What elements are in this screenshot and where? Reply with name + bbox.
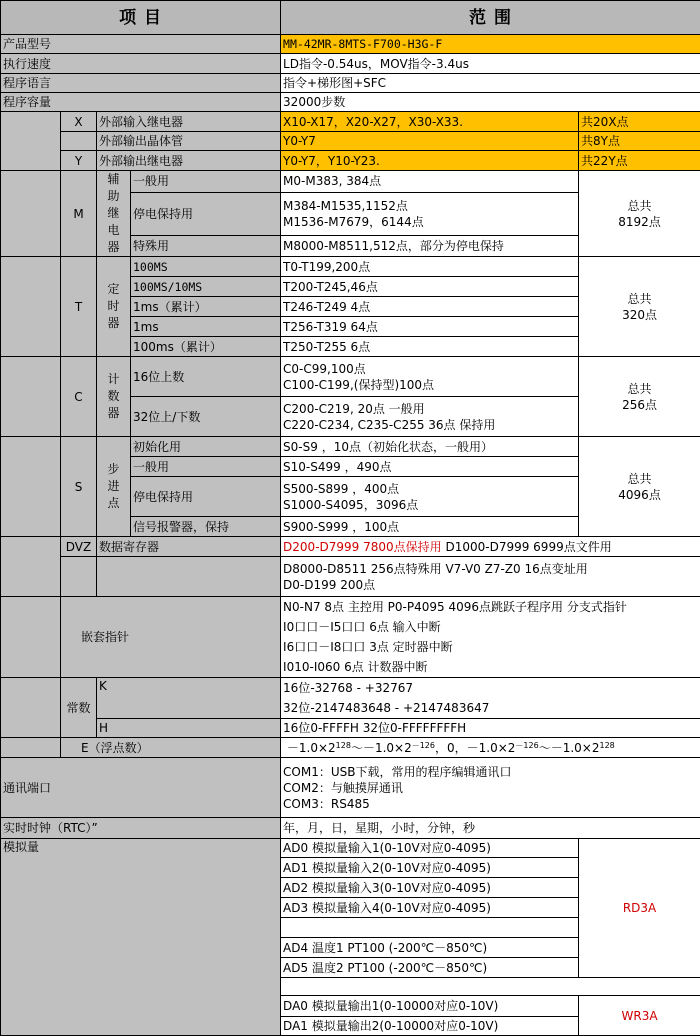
s-group-cell: [1, 437, 61, 537]
c-code: C: [61, 357, 97, 437]
s-alarm-range: S900-S999 ，100点: [281, 517, 579, 537]
t-100ms-name: 100MS: [131, 257, 281, 277]
analog-da0: DA0 模拟量输出1(0-10000对应0-10V): [281, 996, 579, 1017]
d-line1-retentive: D200-D7999 7800点保持用: [283, 539, 442, 554]
capacity-label: 程序容量: [1, 93, 281, 112]
io-y-range: Y0-Y7，Y10-Y23.: [281, 151, 579, 171]
d-name: 数据寄存器: [97, 537, 281, 557]
speed-label: 执行速度: [1, 54, 281, 74]
comm-label: 通讯端口: [1, 758, 281, 818]
s-group-label: 步 进 点: [97, 437, 131, 537]
m-special-range: M8000-M8511,512点，部分为停电保持: [281, 235, 579, 257]
comm-lines: COM1：USB下载，常用的程序编辑通讯口 COM2：与触摸屏通讯 COM3：RS485: [281, 758, 700, 818]
const-e-group-cell: [1, 738, 61, 758]
io-group-cell: [1, 112, 61, 171]
c-16bit-name: 16位上数: [131, 357, 281, 397]
t-1ms-acc-range: T246-T249 4点: [281, 297, 579, 317]
analog-ad1: AD1 模拟量输入2(0-10V对应0-4095): [281, 858, 579, 878]
m-retentive-range: M384-M1535,1152点 M1536-M7679，6144点: [281, 192, 579, 235]
io-x-name: 外部输入继电器: [97, 112, 281, 132]
const-e-range: $-1.0\times 2^{128}\sim-1.0\times 2^{-126}$，0，$-1.0\times 2^{-126}\sim-1.0\times 2^{128}$: [281, 738, 700, 758]
header-range: 范 围: [281, 1, 700, 35]
analog-ad0: AD0 模拟量输入1(0-10V对应0-4095): [281, 839, 579, 858]
language-label: 程序语言: [1, 74, 281, 93]
analog-spacer: [281, 978, 700, 996]
const-h-code: H: [97, 719, 281, 738]
t-total: 总共 320点: [579, 257, 700, 357]
const-e-label: E（浮点数）: [61, 738, 281, 758]
analog-label: 模拟量: [1, 839, 281, 1036]
rtc-label: 实时时钟（RTC）”: [1, 818, 281, 839]
io-t-code: [61, 132, 97, 151]
c-32bit-range: C200-C219, 20点 一般用 C220-C234, C235-C255 36点 保持用: [281, 397, 579, 437]
s-retentive-range: S500-S899 ，400点 S1000-S4095，3096点: [281, 477, 579, 517]
t-1ms-range: T256-T319 64点: [281, 317, 579, 337]
analog-ad2: AD2 模拟量输入3(0-10V对应0-4095): [281, 878, 579, 898]
t-group-label: 定 时 器: [97, 257, 131, 357]
io-t-range: Y0-Y7: [281, 132, 579, 151]
analog-output-module: WR3A: [579, 996, 700, 1036]
s-init-range: S0-S9 ，10点（初始化状态，一般用）: [281, 437, 579, 457]
capacity-value: 32000步数: [281, 93, 700, 112]
m-special-name: 特殊用: [131, 235, 281, 257]
const-h-range: 16位0-FFFFH 32位0-FFFFFFFFH: [281, 719, 700, 738]
model-label: 产品型号: [1, 35, 281, 54]
s-alarm-name: 信号报警器，保持: [131, 517, 281, 537]
t-100ms10ms-name: 100MS/10MS: [131, 277, 281, 297]
pointer-lines: N0-N7 8点 主控用 P0-P4095 4096点跳跃子程序用 分支式指针 I0口口－I5口口 6点 输入中断 I6口口－I8口口 3点 定时器中断 I010-I060 6点 计数器中断: [281, 597, 700, 678]
io-x-range: X10-X17，X20-X27，X30-X33.: [281, 112, 579, 132]
d-group-cell: [1, 537, 61, 597]
t-100ms-acc-range: T250-T255 6点: [281, 337, 579, 357]
t-code: T: [61, 257, 97, 357]
const-k-code: K: [97, 678, 281, 719]
d-line1-file: D1000-D7999 6999点文件用: [441, 539, 612, 554]
m-total: 总共 8192点: [579, 171, 700, 257]
io-y-total: 共22Y点: [579, 151, 700, 171]
d-line1: [281, 537, 700, 557]
t-group-cell: [1, 257, 61, 357]
const-k-range: 16位-32768 - +32767 32位-2147483648 - +2147483647: [281, 678, 700, 719]
io-y-code: Y: [61, 151, 97, 171]
d-empty-code: [61, 557, 97, 597]
rtc-value: 年，月，日，星期，小时，分钟，秒: [281, 818, 700, 839]
m-code: M: [61, 171, 97, 257]
language-value: 指令+梯形图+SFC: [281, 74, 700, 93]
io-y-name: 外部输出继电器: [97, 151, 281, 171]
model-value: MM-42MR-8MTS-F700-H3G-F: [281, 35, 700, 54]
t-1ms-name: 1ms: [131, 317, 281, 337]
m-group-label: 辅 助 继 电 器: [97, 171, 131, 257]
pointer-group-cell: [1, 597, 61, 678]
io-x-total: 共20X点: [579, 112, 700, 132]
io-t-name: 外部输出晶体管: [97, 132, 281, 151]
s-retentive-name: 停电保持用: [131, 477, 281, 517]
analog-input-module: RD3A: [579, 839, 700, 978]
analog-ad4: AD4 温度1 PT100 (-200℃－850℃): [281, 938, 579, 958]
analog-da1: DA1 模拟量输出2(0-10000对应0-10V): [281, 1017, 579, 1036]
t-100ms10ms-range: T200-T245,46点: [281, 277, 579, 297]
s-code: S: [61, 437, 97, 537]
speed-value: LD指令-0.54us，MOV指令-3.4us: [281, 54, 700, 74]
const-label: 常数: [61, 678, 97, 738]
c-group-label: 计 数 器: [97, 357, 131, 437]
const-group-cell: [1, 678, 61, 738]
io-x-code: X: [61, 112, 97, 132]
d-empty-name: [97, 557, 281, 597]
c-32bit-name: 32位上/下数: [131, 397, 281, 437]
t-100ms-range: T0-T199,200点: [281, 257, 579, 277]
analog-ad5: AD5 温度2 PT100 (-200℃－850℃): [281, 958, 579, 978]
analog-ad3: AD3 模拟量输入4(0-10V对应0-4095): [281, 898, 579, 918]
m-retentive-name: 停电保持用: [131, 192, 281, 235]
s-general-name: 一般用: [131, 457, 281, 477]
s-init-name: 初始化用: [131, 437, 281, 457]
header-item: 项 目: [1, 1, 281, 35]
c-16bit-range: C0-C99,100点 C100-C199,(保持型)100点: [281, 357, 579, 397]
m-general-name: 一般用: [131, 171, 281, 193]
c-group-cell: [1, 357, 61, 437]
m-general-range: M0-M383, 384点: [281, 171, 579, 193]
d-code: DVZ: [61, 537, 97, 557]
analog-empty: [281, 918, 579, 938]
s-total: 总共 4096点: [579, 437, 700, 537]
c-total: 总共 256点: [579, 357, 700, 437]
io-t-total: 共8Y点: [579, 132, 700, 151]
t-100ms-acc-name: 100ms（累计）: [131, 337, 281, 357]
s-general-range: S10-S499 ，490点: [281, 457, 579, 477]
d-line2-3: D8000-D8511 256点特殊用 V7-V0 Z7-Z0 16点变址用 D0-D199 200点: [281, 557, 700, 597]
t-1ms-acc-name: 1ms（累计）: [131, 297, 281, 317]
pointer-label: 嵌套指针: [61, 597, 281, 678]
m-group-cell: [1, 171, 61, 257]
